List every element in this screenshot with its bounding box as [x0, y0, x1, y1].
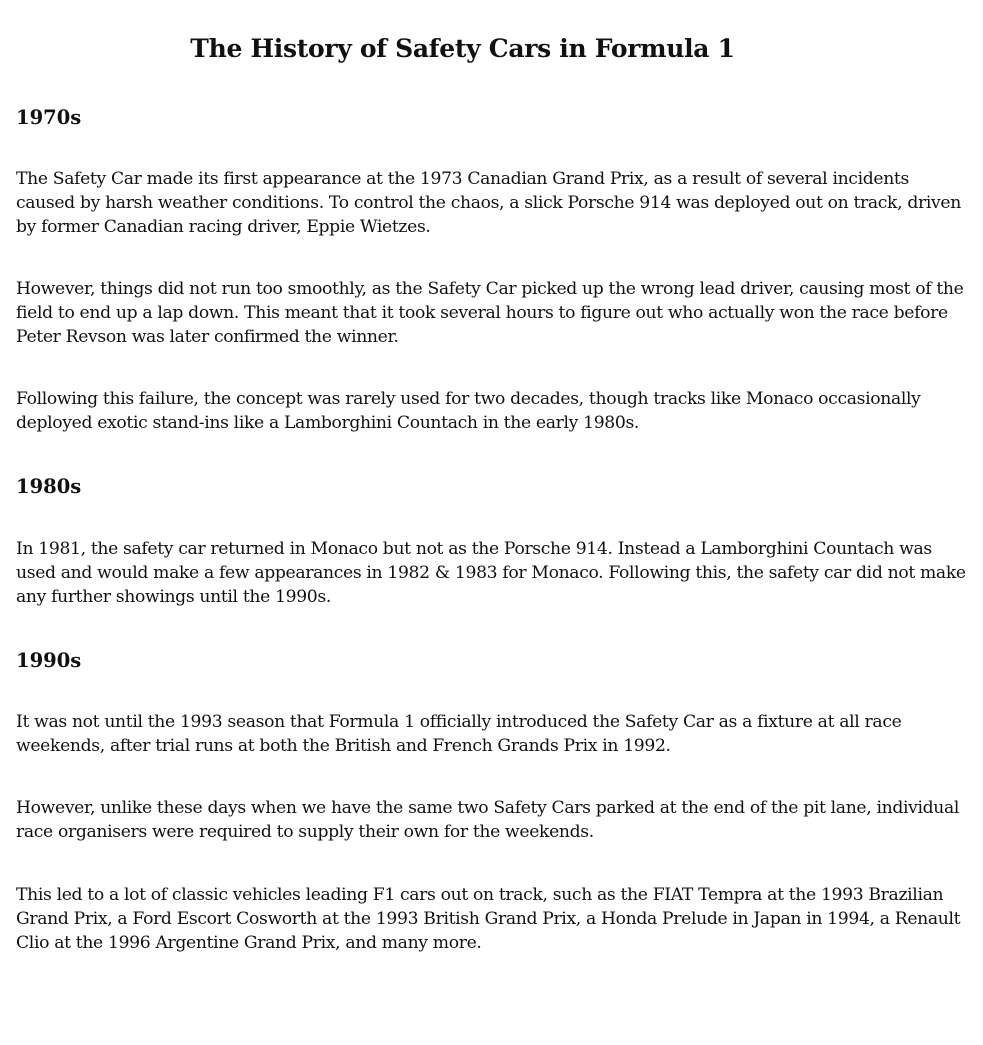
- paragraph: This led to a lot of classic vehicles leading F1 cars out on track, such as the FIAT Tempra at the 1993 Brazilian Grand Prix, a Ford Escort Cosworth at the 1993 British Grand Prix, a Honda Prelude in Japan in 1994, a Renault Clio at the 1996 Argentine Grand Prix, and many more.: [16, 885, 961, 954]
- paragraph: Following this failure, the concept was rarely used for two decades, though tracks like Monaco occasionally deployed exotic stand-ins like a Lamborghini Countach in the early 1980s.: [16, 389, 921, 434]
- paragraph: However, things did not run too smoothly, as the Safety Car picked up the wrong lead driver, causing most of the field to end up a lap down. This meant that it took several hours to figure out who actually won the race before Peter Revson was later confirmed the winner.: [16, 279, 964, 348]
- paragraph: It was not until the 1993 season that Formula 1 officially introduced the Safety Car as a fixture at all race weekends, after trial runs at both the British and French Grands Prix in 1992.: [16, 712, 902, 757]
- paragraph: In 1981, the safety car returned in Monaco but not as the Porsche 914. Instead a Lamborghini Countach was used and would make a few appearances in 1982 & 1983 for Monaco. Following this, the safety car did not make any further showings until the 1990s.: [16, 539, 966, 608]
- section-heading-1990s: 1990s: [16, 649, 82, 672]
- paragraph: However, unlike these days when we have the same two Safety Cars parked at the end of the pit lane, individual race organisers were required to supply their own for the weekends.: [16, 798, 960, 843]
- paragraph: The Safety Car made its first appearance at the 1973 Canadian Grand Prix, as a result of several incidents caused by harsh weather conditions. To control the chaos, a slick Porsche 914 was deployed out on track, driven by former Canadian racing driver, Eppie Wietzes.: [16, 169, 961, 238]
- section-heading-1980s: 1980s: [16, 475, 82, 498]
- page-title: The History of Safety Cars in Formula 1: [190, 34, 735, 63]
- section-heading-1970s: 1970s: [16, 106, 82, 129]
